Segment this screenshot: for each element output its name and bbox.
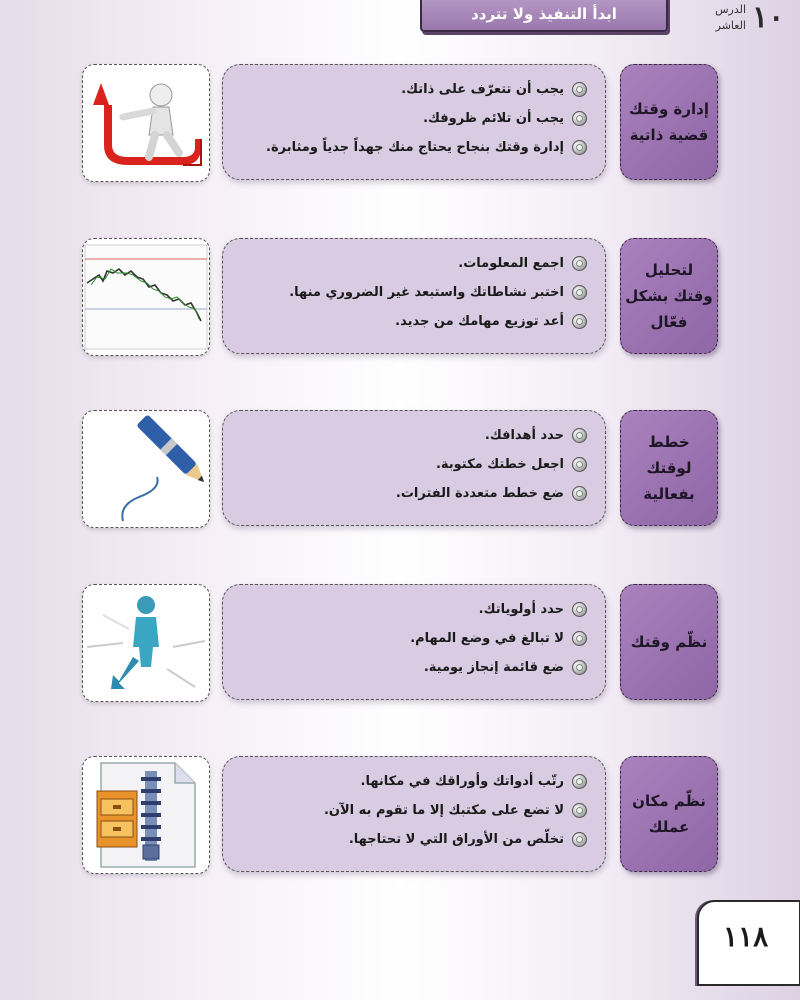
bullet-icon [572,602,587,617]
row-plan-time [0,410,800,530]
topic-box [620,410,718,526]
lesson-label-line-2: العاشر [715,19,746,32]
person-choosing-direction-icon [82,584,210,702]
bullet-item [241,307,587,336]
topic-box [620,584,718,700]
topic-box [620,756,718,872]
stock-chart-icon [82,238,210,356]
bullet-item [241,653,587,682]
topic-title: إدارة وقتك قضية ذاتية [629,100,709,144]
bullet-text: اجعل خطتك مكتوبة. [435,457,564,472]
bullet-icon [572,428,587,443]
bullet-item [241,825,587,854]
bullet-icon [572,803,587,818]
row-organize-time [0,584,800,704]
bullet-text: اختبر نشاطاتك واستبعد غير الضروري منها. [289,285,564,300]
bullet-text: حدد أولوياتك. [478,602,564,617]
bullet-text: حدد أهدافك. [484,428,564,443]
bullet-item [241,249,587,278]
bullet-text: ضع خطط متعددة الفترات. [395,486,564,501]
bullet-text: يجب أن تلائم ظروفك. [423,111,564,126]
bullet-icon [572,256,587,271]
topic-box [620,64,718,180]
bullet-text: إدارة وقتك بنجاح يحتاج منك جهداً جدياً ومثابرة. [266,140,564,155]
bullet-item [241,479,587,508]
bullet-icon [572,631,587,646]
person-pushing-arrow-icon [82,64,210,182]
bullet-icon [572,314,587,329]
bullet-icon [572,111,587,126]
bullet-text: يجب أن تتعرّف على ذاتك. [401,82,564,97]
bullet-item [241,104,587,133]
page-number-box [697,900,800,986]
bullet-text: اجمع المعلومات. [458,256,564,271]
content-box [222,64,606,180]
header-banner [420,0,668,32]
bullet-item [241,624,587,653]
bullet-text: تخلّص من الأوراق التي لا تحتاجها. [348,832,564,847]
bullet-item [241,133,587,162]
topic-box [620,238,718,354]
bullet-item [241,796,587,825]
banner-text: ابدأ التنفيذ ولا تتردد [471,5,617,23]
content-box [222,410,606,526]
bullet-item [241,75,587,104]
row-organize-workspace [0,756,800,876]
bullet-icon [572,140,587,155]
content-box [222,238,606,354]
bullet-icon [572,774,587,789]
content-box [222,756,606,872]
bullet-text: رتّب أدواتك وأوراقك في مكانها. [360,774,564,789]
lesson-label-line-1: الدرس [715,3,746,16]
bullet-icon [572,660,587,675]
bullet-text: لا تضع على مكتبك إلا ما تقوم به الآن. [323,803,564,818]
pen-writing-icon [82,410,210,528]
bullet-item [241,421,587,450]
bullet-icon [572,82,587,97]
topic-title: نظّم مكان عملك [632,792,706,836]
bullet-icon [572,832,587,847]
bullet-item [241,450,587,479]
row-self-management [0,64,800,184]
bullet-text: لا تبالغ في وضع المهام. [410,631,564,646]
bullet-icon [572,285,587,300]
topic-title: نظّم وقتك [630,633,708,651]
page-number: ١١٨ [723,920,769,953]
bullet-item [241,278,587,307]
bullet-item [241,595,587,624]
topic-title: لتحليل وقتك بشكل فعّال [625,261,713,331]
bullet-icon [572,457,587,472]
row-analyze-time [0,238,800,358]
bullet-icon [572,486,587,501]
bullet-text: أعد توزيع مهامك من جديد. [395,314,564,329]
topic-title: خطط لوقتك بفعالية [643,433,695,503]
bullet-text: ضع قائمة إنجاز يومية. [423,660,564,675]
lesson-number: ١٠ [752,0,785,35]
bullet-item [241,767,587,796]
archive-file-icon [82,756,210,874]
content-box [222,584,606,700]
lesson-label [706,2,746,34]
